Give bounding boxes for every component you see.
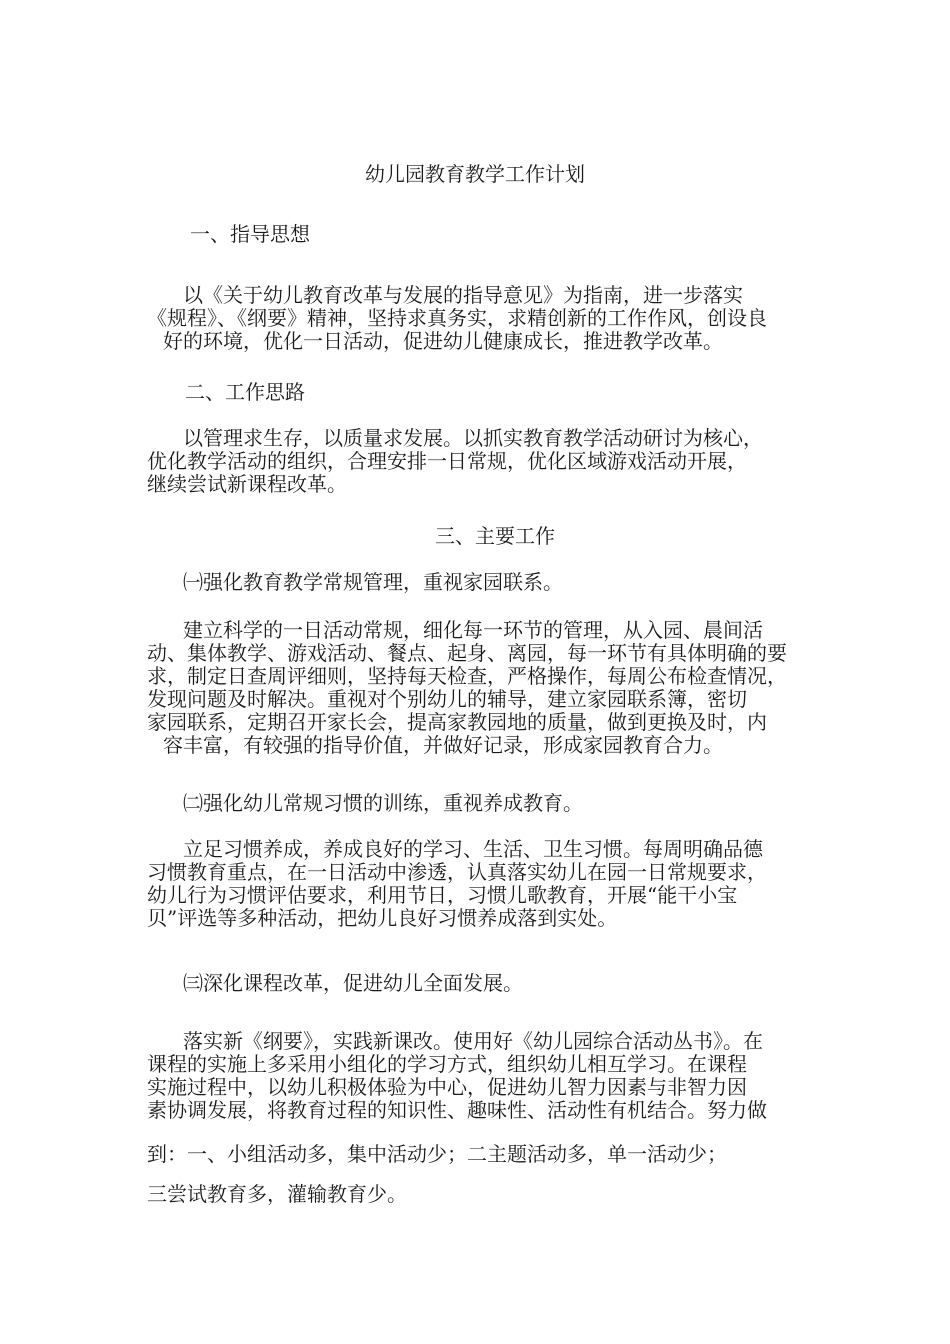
sub2-heading: ㈡强化幼儿常规习惯的训练，重视养成教育。 xyxy=(183,791,583,815)
paragraph-line: 发现问题及时解决。重视对个别幼儿的辅导，建立家园联系簿，密切 xyxy=(147,687,747,711)
paragraph-line: 建立科学的一日活动常规，细化每一环节的管理，从入园、晨间活 xyxy=(183,618,763,642)
sub3-paragraph xyxy=(147,1030,817,1122)
paragraph-line: 素协调发展，将教育过程的知识性、趣味性、活动性有机结合。努力做 xyxy=(147,1098,767,1122)
sub1-paragraph xyxy=(147,619,817,757)
paragraph-line: 好的环境，优化一日活动，促进幼儿健康成长，推进教学改革。 xyxy=(163,329,723,353)
section2-heading: 二、工作思路 xyxy=(185,380,305,404)
section3-heading: 三、主要工作 xyxy=(435,524,555,548)
section1-heading: 一、指导思想 xyxy=(190,222,310,246)
paragraph-line: 家园联系，定期召开家长会，提高家教园地的质量，做到更换及时，内 xyxy=(147,710,767,734)
section1-paragraph xyxy=(147,284,817,353)
paragraph-line: 优化教学活动的组织，合理安排一日常规，优化区域游戏活动开展， xyxy=(147,449,747,473)
paragraph-line: 继续尝试新课程改革。 xyxy=(147,472,347,496)
paragraph-line: 三尝试教育多，灌输教育少。 xyxy=(147,1182,407,1206)
paragraph-line: 贝”评选等多种活动，把幼儿良好习惯养成落到实处。 xyxy=(147,906,618,930)
document-title: 幼儿园教育教学工作计划 xyxy=(365,162,585,186)
sub2-paragraph xyxy=(147,838,817,930)
paragraph-line: 到：一、小组活动多，集中活动少；二主题活动多，单一活动少； xyxy=(147,1142,727,1166)
paragraph-line: 动、集体教学、游戏活动、餐点、起身、离园，每一环节有具体明确的要 xyxy=(147,641,787,665)
paragraph-line: 《规程》、《纲要》精神，坚持求真务实，求精创新的工作作风，创设良 xyxy=(147,306,767,330)
paragraph-line: 以《关于幼儿教育改革与发展的指导意见》为指南，进一步落实 xyxy=(183,283,743,307)
paragraph-line: 习惯教育重点，在一日活动中渗透，认真落实幼儿在园一日常规要求， xyxy=(147,860,767,884)
paragraph-line: 课程的实施上多采用小组化的学习方式，组织幼儿相互学习。在课程 xyxy=(147,1052,747,1076)
paragraph-line: 立足习惯养成，养成良好的学习、生活、卫生习惯。每周明确品德 xyxy=(183,837,763,861)
paragraph-line: 幼儿行为习惯评估要求，利用节日，习惯儿歌教育，开展“能干小宝 xyxy=(147,883,738,907)
paragraph-line: 以管理求生存，以质量求发展。以抓实教育教学活动研讨为核心， xyxy=(183,426,763,450)
section2-paragraph xyxy=(147,427,817,496)
paragraph-line: 容丰富，有较强的指导价值，并做好记录，形成家园教育合力。 xyxy=(163,733,723,757)
paragraph-line: 落实新《纲要》，实践新课改。使用好《幼儿园综合活动丛书》。在 xyxy=(183,1029,763,1053)
paragraph-line: 求，制定日查周评细则，坚持每天检查，严格操作，每周公布检查情况， xyxy=(147,664,787,688)
paragraph-line: 实施过程中，以幼儿积极体验为中心，促进幼儿智力因素与非智力因 xyxy=(147,1075,747,1099)
sub1-heading: ㈠强化教育教学常规管理，重视家园联系。 xyxy=(183,570,563,594)
sub3-heading: ㈢深化课程改革，促进幼儿全面发展。 xyxy=(183,971,523,995)
